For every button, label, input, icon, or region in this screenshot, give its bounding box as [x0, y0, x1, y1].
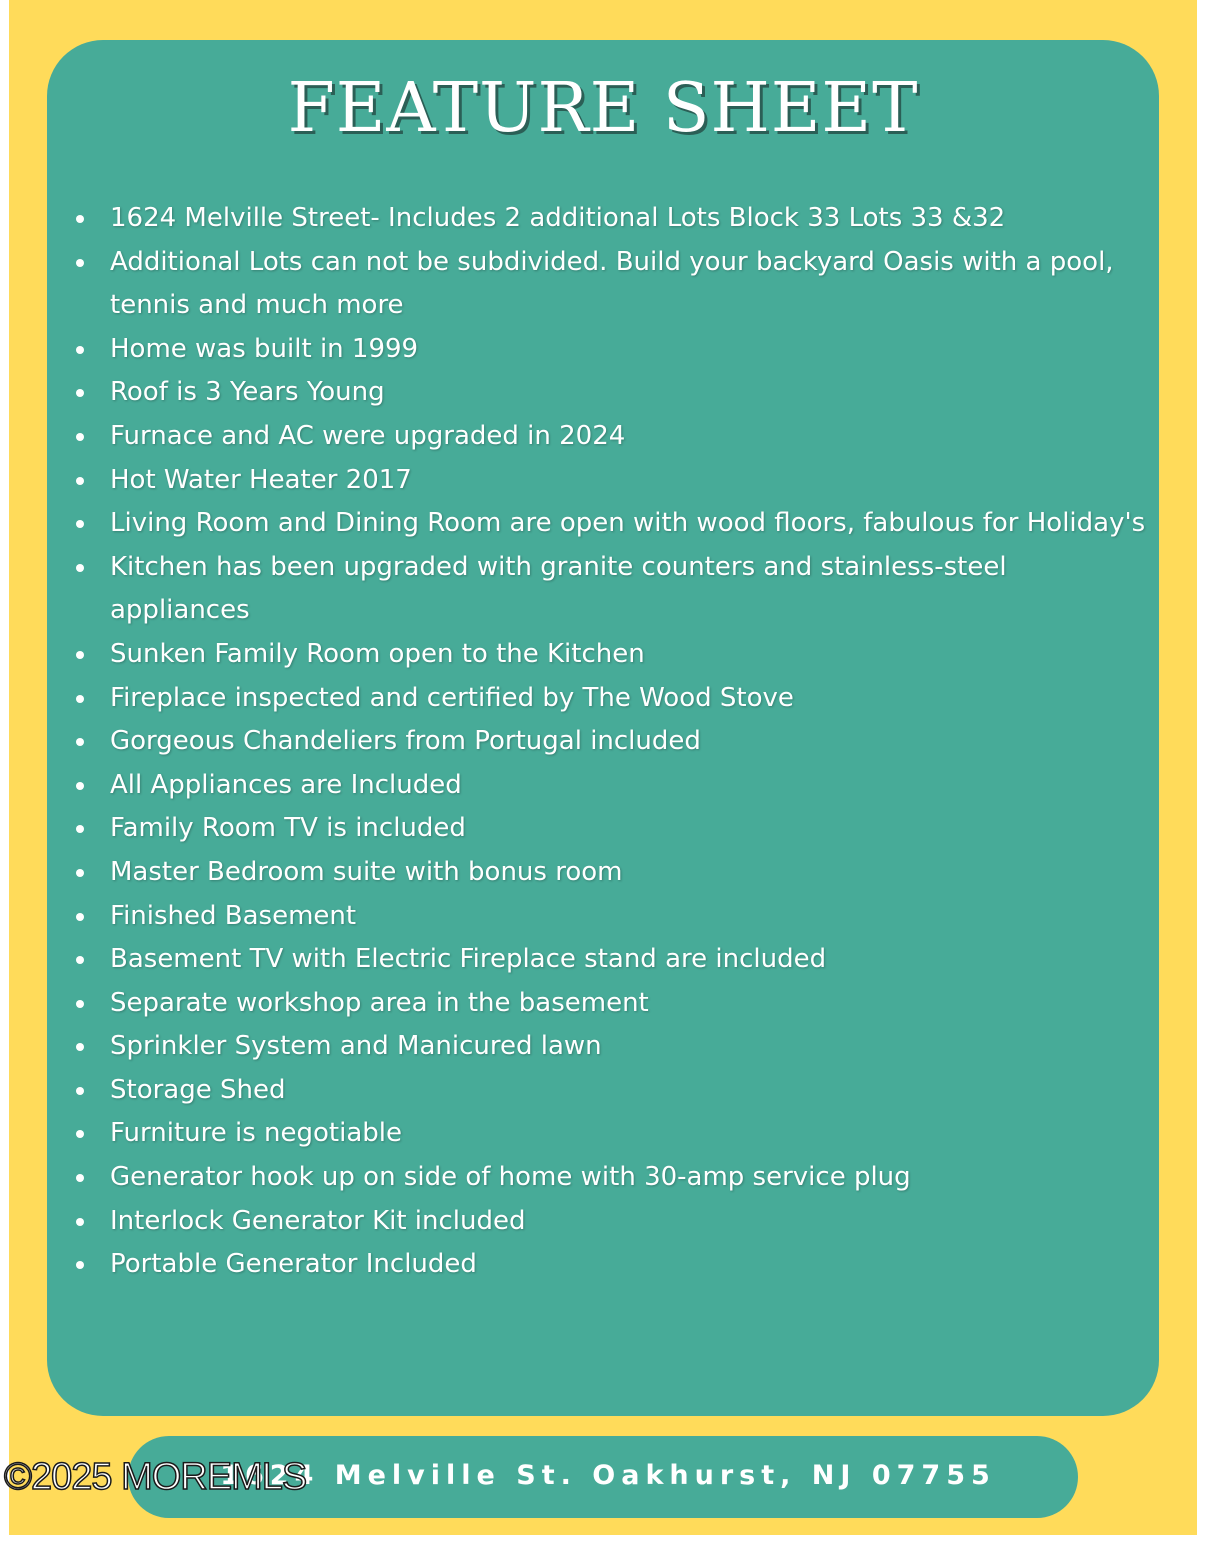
bullet-icon [76, 695, 84, 703]
feature-item [72, 1200, 1152, 1244]
bullet-icon [76, 564, 84, 572]
feature-item [72, 328, 1152, 372]
feature-text: Kitchen has been upgraded with granite counters and stainless-steel appliances [110, 551, 1007, 626]
bullet-icon [76, 1218, 84, 1226]
property-address: 1624 Melville St. Oakhurst, NJ 07755 [220, 1460, 996, 1491]
feature-text: Living Room and Dining Room are open with wood floors, fabulous for Holiday's [110, 508, 1146, 539]
feature-text: Master Bedroom suite with bonus room [110, 856, 623, 887]
bullet-icon [76, 825, 84, 833]
feature-text: Storage Shed [110, 1074, 286, 1105]
bullet-icon [76, 520, 84, 528]
feature-item [72, 415, 1152, 459]
bullet-icon [76, 215, 84, 223]
feature-text: Gorgeous Chandeliers from Portugal included [110, 726, 701, 757]
feature-text: Fireplace inspected and certified by The Wood Stove [110, 682, 794, 713]
bullet-icon [76, 913, 84, 921]
bullet-icon [76, 259, 84, 267]
feature-text: Generator hook up on side of home with 30-amp service plug [110, 1162, 911, 1193]
feature-item [72, 938, 1152, 982]
bullet-icon [76, 433, 84, 441]
feature-text: Furniture is negotiable [110, 1118, 402, 1149]
bullet-icon [76, 956, 84, 964]
feature-text: 1624 Melville Street- Includes 2 additional Lots Block 33 Lots 33 &32 [110, 203, 1006, 233]
feature-item [72, 197, 1152, 241]
bullet-icon [76, 1000, 84, 1008]
feature-item [72, 895, 1152, 939]
feature-text: Hot Water Heater 2017 [110, 464, 412, 495]
feature-text: Sprinkler System and Manicured lawn [110, 1031, 602, 1062]
feature-item [72, 720, 1152, 764]
feature-text: Additional Lots can not be subdivided. Build your backyard Oasis with a pool, tennis and much more [110, 246, 1114, 321]
bullet-icon [76, 1043, 84, 1051]
copyright-watermark: ©2025 MOREMLS [4, 1456, 307, 1498]
feature-text: All Appliances are Included [110, 769, 462, 800]
bullet-icon [76, 738, 84, 746]
feature-list [72, 197, 1152, 1287]
bullet-icon [76, 1130, 84, 1138]
feature-item [72, 1112, 1152, 1156]
feature-item [72, 851, 1152, 895]
bullet-icon [76, 477, 84, 485]
feature-item [72, 1243, 1152, 1287]
feature-item [72, 1069, 1152, 1113]
feature-text: Separate workshop area in the basement [110, 987, 649, 1018]
feature-text: Roof is 3 Years Young [110, 377, 385, 408]
bullet-icon [76, 869, 84, 877]
feature-text: Furnace and AC were upgraded in 2024 [110, 420, 626, 451]
feature-text: Portable Generator Included [110, 1249, 477, 1280]
feature-item [72, 1156, 1152, 1200]
feature-item [72, 546, 1152, 633]
bullet-icon [76, 651, 84, 659]
feature-text: Sunken Family Room open to the Kitchen [110, 638, 645, 669]
feature-item [72, 241, 1152, 328]
feature-item [72, 807, 1152, 851]
bullet-icon [76, 782, 84, 790]
feature-item [72, 982, 1152, 1026]
feature-text: Interlock Generator Kit included [110, 1205, 526, 1236]
bullet-icon [76, 346, 84, 354]
bullet-icon [76, 1174, 84, 1182]
feature-item [72, 459, 1152, 503]
feature-text: Home was built in 1999 [110, 333, 419, 364]
feature-item [72, 1025, 1152, 1069]
bullet-icon [76, 1087, 84, 1095]
feature-item [72, 633, 1152, 677]
feature-item [72, 371, 1152, 415]
feature-item [72, 677, 1152, 721]
page-title: FEATURE SHEET [287, 69, 919, 148]
bullet-icon [76, 389, 84, 397]
feature-text: Finished Basement [110, 900, 357, 931]
feature-text: Family Room TV is included [110, 813, 466, 844]
feature-item [72, 502, 1152, 546]
bullet-icon [76, 1261, 84, 1269]
feature-text: Basement TV with Electric Fireplace stand are included [110, 944, 827, 975]
feature-item [72, 764, 1152, 808]
